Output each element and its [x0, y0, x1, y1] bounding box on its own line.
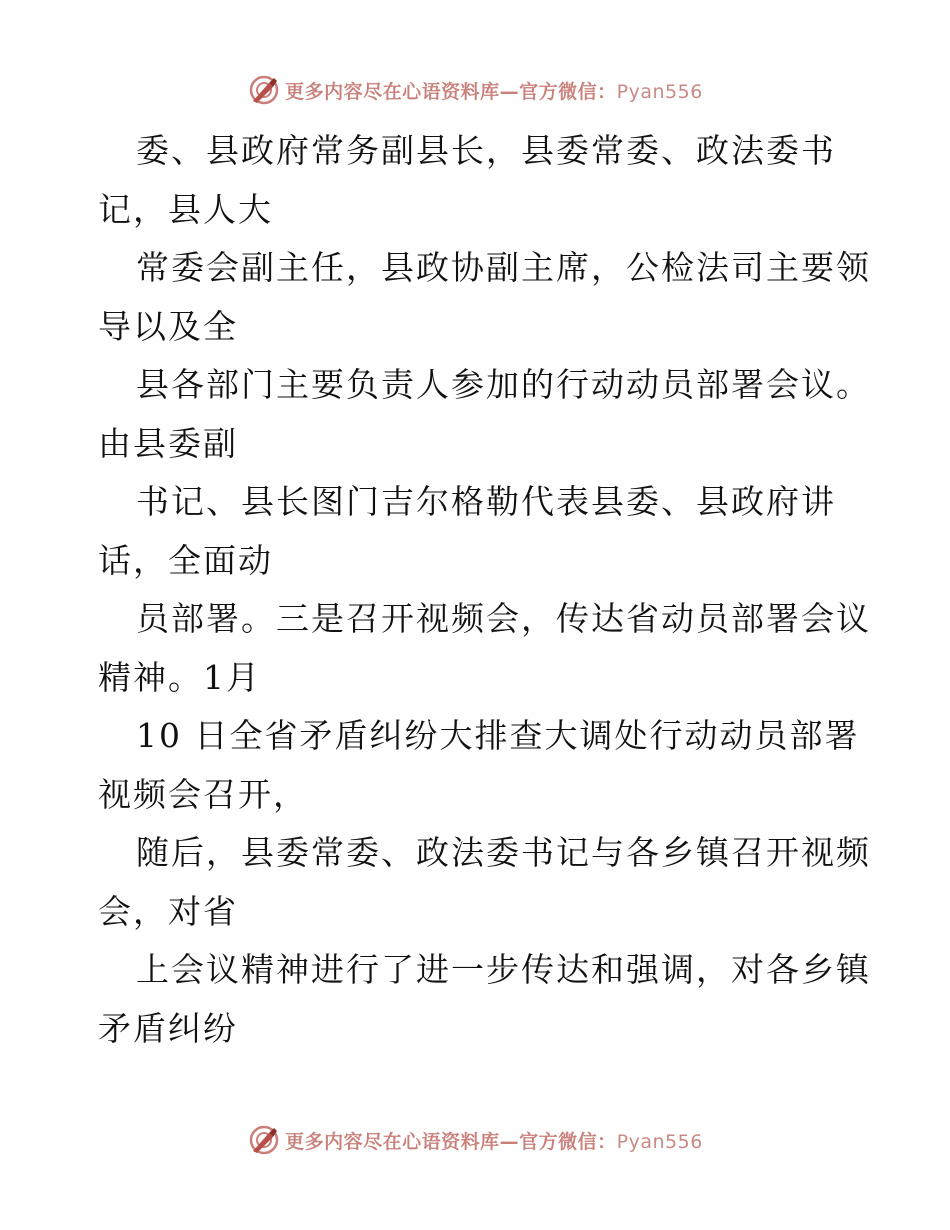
text-line: 常委会副主任，县政协副主席，公检法司主要领 — [136, 248, 871, 287]
text-line: 记，县人大 — [98, 189, 273, 229]
text-line: 精神。1月 — [98, 657, 261, 697]
header-watermark — [0, 70, 950, 110]
text-line: 话，全面动 — [98, 540, 273, 580]
document-body — [98, 122, 871, 1058]
pen-logo-icon — [247, 73, 281, 107]
watermark-account: Pyan556 — [616, 1130, 703, 1153]
watermark-text: 更多内容尽在心语资料库—官方微信：Pyan556 — [285, 80, 703, 103]
pen-logo-icon — [247, 1123, 281, 1157]
text-line: 视频会召开， — [98, 774, 308, 814]
text-line: 导以及全 — [98, 306, 238, 346]
watermark-account: Pyan556 — [616, 80, 703, 103]
text-line: 矛盾纠纷 — [98, 1008, 238, 1048]
text-line: 由县委副 — [98, 423, 238, 463]
footer-watermark — [0, 1120, 950, 1160]
text-line: 县各部门主要负责人参加的行动动员部署会议。 — [136, 365, 871, 404]
text-line: 10 日全省矛盾纠纷大排查大调处行动动员部署 — [136, 716, 860, 755]
watermark-text: 更多内容尽在心语资料库—官方微信：Pyan556 — [285, 1130, 703, 1153]
text-line: 会，对省 — [98, 891, 238, 931]
text-line: 随后，县委常委、政法委书记与各乡镇召开视频 — [136, 833, 871, 872]
text-line: 上会议精神进行了进一步传达和强调，对各乡镇 — [136, 950, 871, 989]
text-line: 委、县政府常务副县长，县委常委、政法委书 — [136, 131, 836, 170]
text-line: 员部署。三是召开视频会，传达省动员部署会议 — [136, 599, 871, 638]
text-line: 书记、县长图门吉尔格勒代表县委、县政府讲 — [136, 482, 836, 521]
